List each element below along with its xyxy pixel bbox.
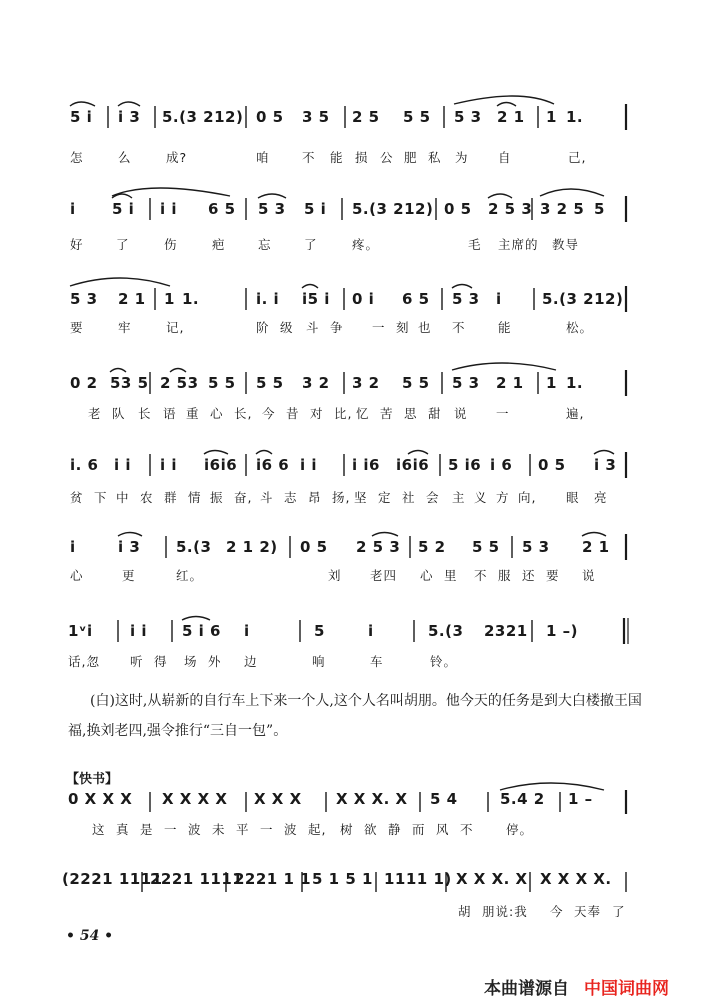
note-group: i — [368, 622, 374, 640]
lyric: 静 — [388, 822, 402, 837]
note-group: i. 6 — [70, 456, 99, 474]
lyric: 斗 — [260, 490, 274, 505]
note-group: 5 3 — [70, 290, 98, 308]
note-group: 0 X X X — [68, 790, 133, 808]
lyric: 语 — [163, 406, 177, 421]
lyric: 振 — [210, 490, 224, 505]
note-group: 6 5 — [402, 290, 430, 308]
note-group: 3 2 — [352, 374, 380, 392]
note-group: 2 1 — [582, 538, 610, 556]
lyric: 坚 — [354, 490, 368, 505]
lyric: 群 — [164, 490, 178, 505]
note-group: X X X. X — [336, 790, 408, 808]
lyric: 树 — [340, 822, 354, 837]
lyric: 心 — [420, 568, 434, 583]
lyric: 服 — [498, 568, 512, 583]
note-group: 1 — [546, 374, 557, 392]
lyric: 不 — [452, 320, 466, 335]
note-group: i — [70, 200, 76, 218]
lyric: 外 — [208, 654, 222, 669]
lyric: 亮 — [594, 490, 608, 505]
lyric: 会 — [426, 490, 440, 505]
note-group: 5 2 — [418, 538, 446, 556]
lyric: 扬, — [332, 490, 351, 505]
note-group: 5 5 — [472, 538, 500, 556]
lyric: 而 — [412, 822, 426, 837]
lyric: 不 — [460, 822, 474, 837]
lyric: 一 — [164, 822, 178, 837]
note-group: 5 5 — [208, 374, 236, 392]
lyric: 阶 — [256, 320, 270, 335]
note-group: 1 –) — [546, 622, 579, 640]
lyric: 响 — [312, 654, 326, 669]
note-group: 0 5 — [538, 456, 566, 474]
lyric: 心 — [210, 406, 224, 421]
lyric: 牢 — [118, 320, 132, 335]
note-group: 5.4 2 — [500, 790, 545, 808]
note-group: 5 i 6 — [182, 622, 221, 640]
lyric: 怎 — [70, 150, 84, 165]
note-group: 5 3 — [522, 538, 550, 556]
lyric: 昔 — [286, 406, 300, 421]
lyric: 争 — [330, 320, 344, 335]
lyric: 老 — [88, 406, 102, 421]
lyric: 咱 — [256, 150, 270, 165]
note-group: 0 5 — [300, 538, 328, 556]
lyric: 车 — [370, 654, 384, 669]
note-group: 1ᵛi — [68, 622, 93, 640]
note-group: 2 5 — [352, 108, 380, 126]
lyric: 队 — [112, 406, 126, 421]
note-group: i6i6 — [204, 456, 238, 474]
lyric: 记, — [166, 320, 185, 335]
page-number: • 54 • — [66, 928, 114, 944]
note-group: 2 1 — [497, 108, 525, 126]
lyric: 天奉 — [574, 904, 602, 919]
lyric: 一 — [260, 822, 274, 837]
note-group: 5 i — [112, 200, 135, 218]
note-group: 2 53 — [160, 374, 199, 392]
lyric: 了 — [612, 904, 626, 919]
note-group: i 3 — [118, 108, 141, 126]
note-group: X X X X. — [540, 870, 612, 888]
notation-row — [0, 790, 710, 814]
lyric: 波 — [284, 822, 298, 837]
note-group: i — [70, 538, 76, 556]
note-group: 5 4 — [430, 790, 458, 808]
note-group: 5 5 — [256, 374, 284, 392]
lyric: 真 — [116, 822, 130, 837]
lyric: 更 — [122, 568, 136, 583]
note-group: 5 5 — [402, 374, 430, 392]
note-group: X X X. X — [456, 870, 528, 888]
lyric: 说 — [454, 406, 468, 421]
note-group: 5 3 — [452, 374, 480, 392]
lyric: 己, — [568, 150, 587, 165]
lyric: 朋说:我 — [482, 904, 528, 919]
lyric: 红。 — [176, 568, 204, 583]
lyric: 级 — [280, 320, 294, 335]
lyric: 思 — [404, 406, 418, 421]
lyrics-row — [0, 820, 710, 842]
note-group: 5.(3 212) — [542, 290, 624, 308]
lyric: 奋, — [234, 490, 253, 505]
note-group: 5 — [314, 622, 325, 640]
lyric: 重 — [186, 406, 200, 421]
lyric: 也 — [418, 320, 432, 335]
watermark-source-text: 本曲谱源自 — [484, 979, 569, 999]
lyric: 心 — [70, 568, 84, 583]
note-group: 5.(3 212) — [162, 108, 244, 126]
lyric: 苦 — [380, 406, 394, 421]
lyric: 主 — [452, 490, 466, 505]
lyric: 损 — [355, 150, 369, 165]
note-group: i i6 — [352, 456, 380, 474]
lyric: 里 — [444, 568, 458, 583]
lyric: 贫 — [70, 490, 84, 505]
lyric: 得 — [154, 654, 168, 669]
lyric: 成? — [166, 150, 188, 165]
note-group: 5 i — [304, 200, 327, 218]
note-group: i 3 — [594, 456, 617, 474]
lyric: 私 — [428, 150, 442, 165]
lyric: 毛 — [468, 237, 482, 252]
note-group: i i — [300, 456, 318, 474]
note-group: 1 — [164, 290, 175, 308]
lyric: 为 — [455, 150, 469, 165]
note-group: (2221 1111 — [62, 870, 163, 888]
lyric: 不 — [302, 150, 316, 165]
note-group: 2 1 — [496, 374, 524, 392]
lyric: 还 — [522, 568, 536, 583]
lyric: 主席的 — [498, 237, 539, 252]
lyric: 要 — [70, 320, 84, 335]
note-group: 5 3 — [454, 108, 482, 126]
lyric: 起, — [308, 822, 327, 837]
note-group: 5 1 5 1 — [312, 870, 373, 888]
note-group: i6i6 — [396, 456, 430, 474]
lyric: 志 — [284, 490, 298, 505]
lyric: 遍, — [566, 406, 585, 421]
note-group: 1 — [546, 108, 557, 126]
note-group: 53 5 — [110, 374, 149, 392]
note-group: 5.(3 212) — [352, 200, 434, 218]
lyric: 听 — [130, 654, 144, 669]
note-group: 1. — [566, 374, 584, 392]
lyric: 能 — [498, 320, 512, 335]
lyric: 中 — [116, 490, 130, 505]
note-group: i. i — [256, 290, 280, 308]
lyric: 农 — [140, 490, 154, 505]
lyric: 停。 — [506, 822, 534, 837]
lyric: 波 — [188, 822, 202, 837]
lyric: 刻 — [396, 320, 410, 335]
note-group: 0 5 — [444, 200, 472, 218]
note-group: 5.(3 — [428, 622, 464, 640]
note-group: 2221 1111 — [150, 870, 244, 888]
note-group: 1 – — [568, 790, 593, 808]
note-group: X X X — [254, 790, 302, 808]
note-group: 2 5 3 — [488, 200, 533, 218]
note-group: 5 — [594, 200, 605, 218]
lyric: 一 — [372, 320, 386, 335]
lyric: 铃。 — [430, 654, 458, 669]
note-group: 1111 1) — [384, 870, 452, 888]
lyric: 不 — [474, 568, 488, 583]
lyric: 教导 — [552, 237, 580, 252]
lyrics-row — [0, 902, 710, 924]
note-group: 3 2 5 — [540, 200, 585, 218]
lyric: 话,忽 — [68, 654, 100, 669]
note-group: i i — [160, 456, 178, 474]
lyric: 好 — [70, 237, 84, 252]
lyric: 这 — [92, 822, 106, 837]
lyric: 伤 — [164, 237, 178, 252]
lyric: 社 — [402, 490, 416, 505]
lyric: 斗 — [306, 320, 320, 335]
lyric: 长, — [234, 406, 253, 421]
lyric: 肥 — [404, 150, 418, 165]
lyric: 刘 — [328, 568, 342, 583]
note-group: i 3 — [118, 538, 141, 556]
note-group: 1. — [182, 290, 200, 308]
note-group: 0 i — [352, 290, 375, 308]
note-group: i i — [114, 456, 132, 474]
lyric: 公 — [380, 150, 394, 165]
lyric: 要 — [546, 568, 560, 583]
note-group: 5 5 — [403, 108, 431, 126]
note-group: 2321 — [484, 622, 528, 640]
lyric: 了 — [304, 237, 318, 252]
lyric: 疼。 — [352, 237, 380, 252]
note-group: i i — [160, 200, 178, 218]
lyric: 么 — [118, 150, 132, 165]
lyric: 是 — [140, 822, 154, 837]
note-group: 6 5 — [208, 200, 236, 218]
lyric: 义 — [474, 490, 488, 505]
section-label: 【快书】 — [66, 772, 119, 787]
lyric: 今 — [550, 904, 564, 919]
lyric: 胡 — [458, 904, 472, 919]
lyric: 平 — [236, 822, 250, 837]
narration-paragraph: (白)这时,从崭新的自行车上下来一个人,这个人名叫胡朋。他今天的任务是到大白楼撤王国福,换刘老四,强令推行“三自一包”。 — [68, 693, 642, 739]
note-group: i i — [130, 622, 148, 640]
lyric: 老四 — [370, 568, 398, 583]
note-group: 2221 1 1 — [234, 870, 312, 888]
lyric: 疤 — [212, 237, 226, 252]
lyric: 能 — [330, 150, 344, 165]
lyric: 松。 — [566, 320, 594, 335]
note-group: 0 5 — [256, 108, 284, 126]
note-group: 2 1 — [118, 290, 146, 308]
lyric: 定 — [378, 490, 392, 505]
note-group: i — [496, 290, 502, 308]
note-group: i 6 — [490, 456, 513, 474]
notation-row — [0, 870, 710, 894]
lyric: 对 — [310, 406, 324, 421]
lyric: 情 — [188, 490, 202, 505]
note-group: 2 5 3 — [356, 538, 401, 556]
lyric: 下 — [94, 490, 108, 505]
lyric: 风 — [436, 822, 450, 837]
note-group: 0 2 — [70, 374, 98, 392]
lyric: 说 — [582, 568, 596, 583]
lyric: 长 — [138, 406, 152, 421]
lyric: 向, — [518, 490, 537, 505]
lyric: 一 — [496, 406, 510, 421]
note-group: i — [244, 622, 250, 640]
lyric: 忘 — [258, 237, 272, 252]
lyric: 方 — [496, 490, 510, 505]
lyric: 场 — [184, 654, 198, 669]
lyric: 眼 — [566, 490, 580, 505]
lyric: 甜 — [428, 406, 442, 421]
lyric: 自 — [498, 150, 512, 165]
lyric: 了 — [116, 237, 130, 252]
watermark-site-name: 中国词曲网 — [584, 979, 669, 999]
note-group: i5 i — [302, 290, 330, 308]
note-group: 2 1 2) — [226, 538, 278, 556]
note-group: 5 3 — [452, 290, 480, 308]
note-group: X X X X — [162, 790, 228, 808]
lyric: 比, — [334, 406, 353, 421]
lyric: 今 — [262, 406, 276, 421]
note-group: i6 6 — [256, 456, 290, 474]
note-group: 3 5 — [302, 108, 330, 126]
note-group: 5 3 — [258, 200, 286, 218]
lyric: 边 — [244, 654, 258, 669]
lyric: 昂 — [308, 490, 322, 505]
lyric: 忆 — [356, 406, 370, 421]
note-group: 5.(3 — [176, 538, 212, 556]
note-group: 5 i — [70, 108, 93, 126]
note-group: 1. — [566, 108, 584, 126]
note-group: 5 i6 — [448, 456, 482, 474]
lyric: 欲 — [364, 822, 378, 837]
lyric: 未 — [212, 822, 226, 837]
note-group: 3 2 — [302, 374, 330, 392]
